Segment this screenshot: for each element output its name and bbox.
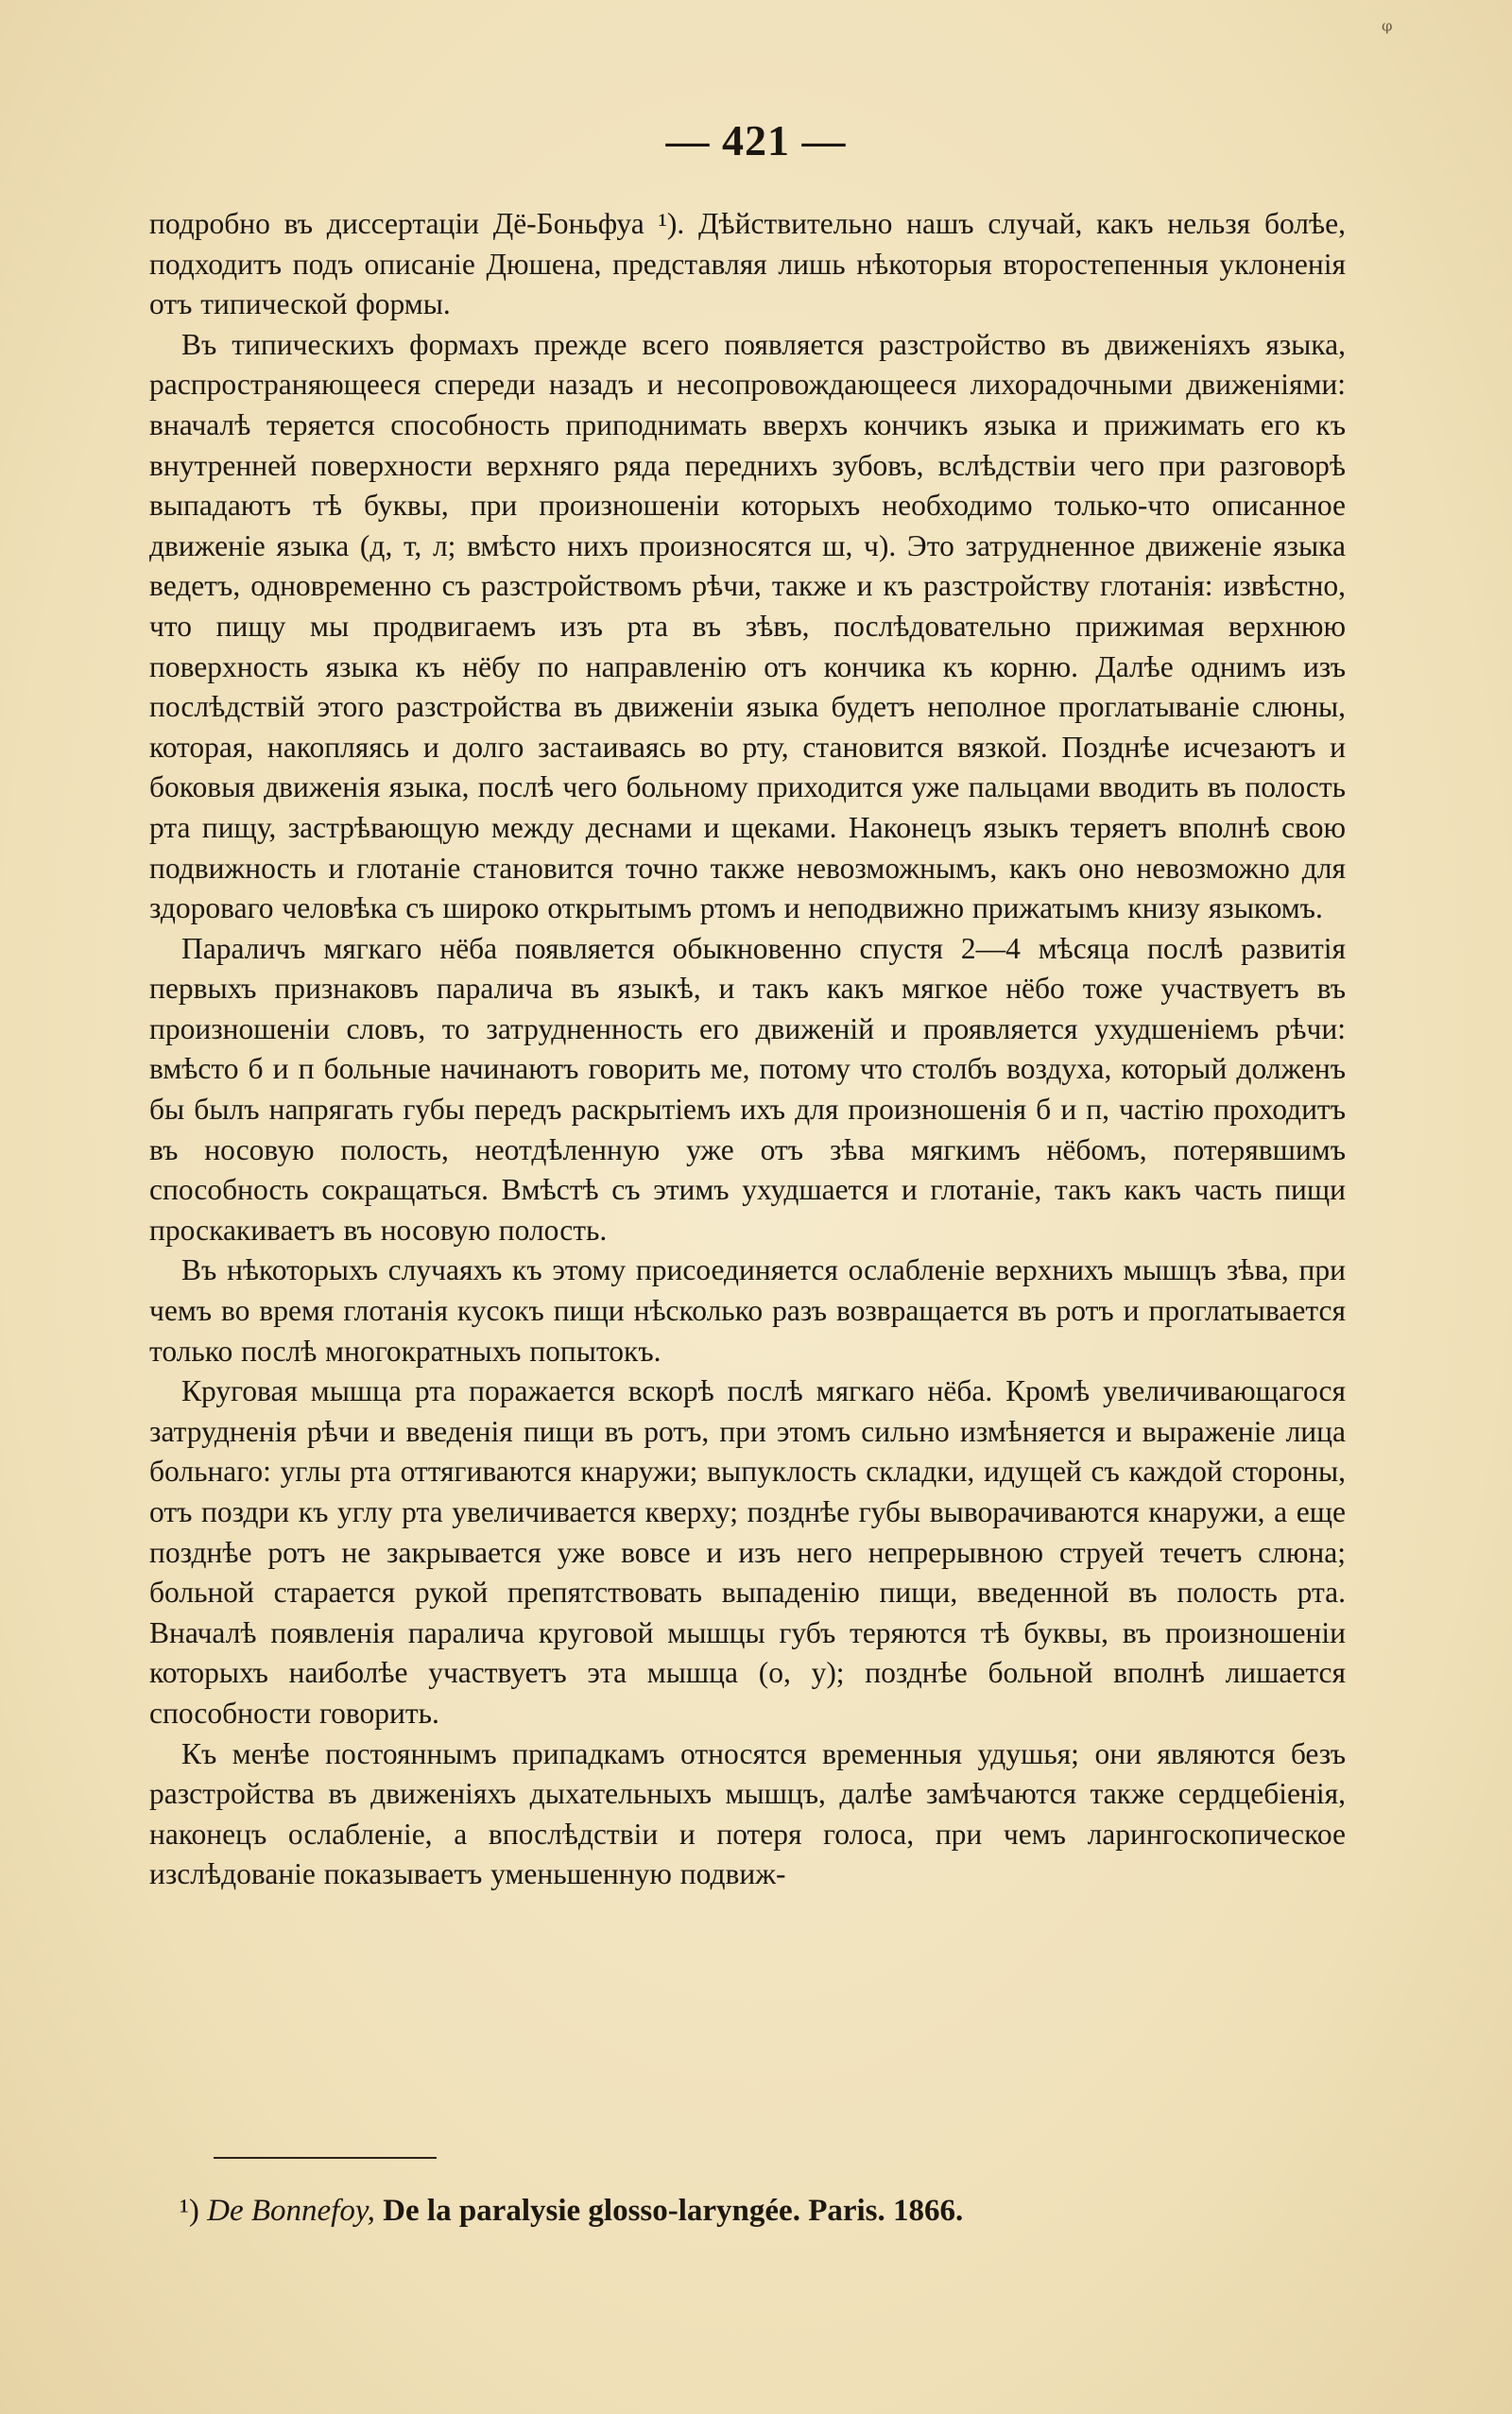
paragraph: Параличъ мягкаго нёба появляется обыкновенно спустя 2—4 мѣсяца послѣ развитія первыхъ признаковъ паралича въ языкѣ, и такъ какъ мягкое нёбо тоже участвуетъ въ произношеніи словъ, то затрудненность его движеній и проявляется ухудшеніемъ рѣчи: вмѣсто б и п больные начинаютъ говорить ме, потому что столбъ воздуха, который долженъ бы былъ напрягать губы передъ раскрытіемъ ихъ для произношенія б и п, частію проходитъ въ носовую полость, неотдѣленную уже отъ зѣва мягкимъ нёбомъ, потерявшимъ способность сокращаться. Вмѣстѣ съ этимъ ухудшается и глотаніе, такъ какъ часть пищи проскакиваетъ въ носовую полость. xyxy=(149,931,1346,1247)
footnote-title: De la paralysie glosso-laryngée. xyxy=(383,2194,800,2228)
footnote-author: De Bonnefoy, xyxy=(207,2194,375,2228)
footnote-marker: ¹) xyxy=(180,2194,199,2228)
page-number: — 421 — xyxy=(665,116,847,164)
body-text xyxy=(149,204,1346,1895)
margin-mark: ᵠ xyxy=(1382,17,1393,45)
footnote-place-year: Paris. 1866. xyxy=(808,2194,964,2228)
paragraph: Въ типическихъ формахъ прежде всего появляется разстройство въ движеніяхъ языка, распространяющееся спереди назадъ и несопровождающееся лихорадочными движеніями: вначалѣ теряется способность приподнимать вверхъ кончикъ языка и прижимать его къ внутренней поверхности верхняго ряда переднихъ зубовъ, вслѣдствіи чего при разговорѣ выпадаютъ тѣ буквы, при произношеніи которыхъ необходимо только-что описанное движеніе языка (д, т, л; вмѣсто нихъ произносятся ш, ч). Это затрудненное движеніе языка ведетъ, одновременно съ разстройствомъ рѣчи, также и къ разстройству глотанія: извѣстно, что пищу мы продвигаемъ изъ рта въ зѣвъ, послѣдовательно прижимая верхнюю поверхность языка къ нёбу по направленію отъ кончика къ корню. Далѣе однимъ изъ послѣдствій этого разстройства въ движеніи языка будетъ неполное проглатываніе слюны, которая, накопляясь и долго застаиваясь во рту, становится вязкой. Позднѣе исчезаютъ и боковыя движенія языка, послѣ чего больному приходится уже пальцами вводить въ полость рта пищу, застрѣвающую между деснами и щеками. Наконецъ языкъ теряетъ вполнѣ свою подвижность и глотаніе становится точно также невозможнымъ, какъ оно невозможно для здороваго человѣка съ широко открытымъ ртомъ и неподвижно прижатымъ книзу языкомъ. xyxy=(149,327,1346,925)
paragraph: Круговая мышца рта поражается вскорѣ послѣ мягкаго нёба. Кромѣ увеличивающагося затрудненія рѣчи и введенія пищи въ ротъ, при этомъ сильно измѣняется и выраженіе лица больнаго: углы рта оттягиваются кнаружи; выпуклость складки, идущей съ каждой стороны, отъ поздри къ углу рта увеличивается кверху; позднѣе губы выворачиваются кнаружи, а еще позднѣе ротъ не закрывается уже вовсе и изъ него непрерывною струей течетъ слюна; больной старается рукой препятствовать выпаденію пищи, введенной въ полость рта. Вначалѣ появленія паралича круговой мышцы губъ теряются тѣ буквы, въ произношеніи которыхъ наиболѣе участвуетъ эта мышца (о, у); позднѣе больной вполнѣ лишается способности говорить. xyxy=(149,1374,1346,1730)
paragraph: Въ нѣкоторыхъ случаяхъ къ этому присоединяется ослабленіе верхнихъ мышцъ зѣва, при чемъ во время глотанія кусокъ пищи нѣсколько разъ возвращается въ ротъ и проглатывается только послѣ многократныхъ попытокъ. xyxy=(149,1253,1346,1368)
paragraph: подробно въ диссертаціи Дё-Боньфуа ¹). Дѣйствительно нашъ случай, какъ нельзя болѣе, подходитъ подъ описаніе Дюшена, представляя лишь нѣкоторыя второстепенныя уклоненія отъ типической формы. xyxy=(149,207,1346,321)
footnote xyxy=(180,2191,1314,2231)
paragraph: Къ менѣе постояннымъ припадкамъ относятся временныя удушья; они являются безъ разстройства въ движеніяхъ дыхательныхъ мышцъ, далѣе замѣчаются также сердцебіенія, наконецъ ослабленіе, а впослѣдствіи и потеря голоса, при чемъ ларингоскопическое изслѣдованіе показываетъ уменьшенную подвиж- xyxy=(149,1736,1346,1891)
footnote-divider xyxy=(214,2157,437,2159)
